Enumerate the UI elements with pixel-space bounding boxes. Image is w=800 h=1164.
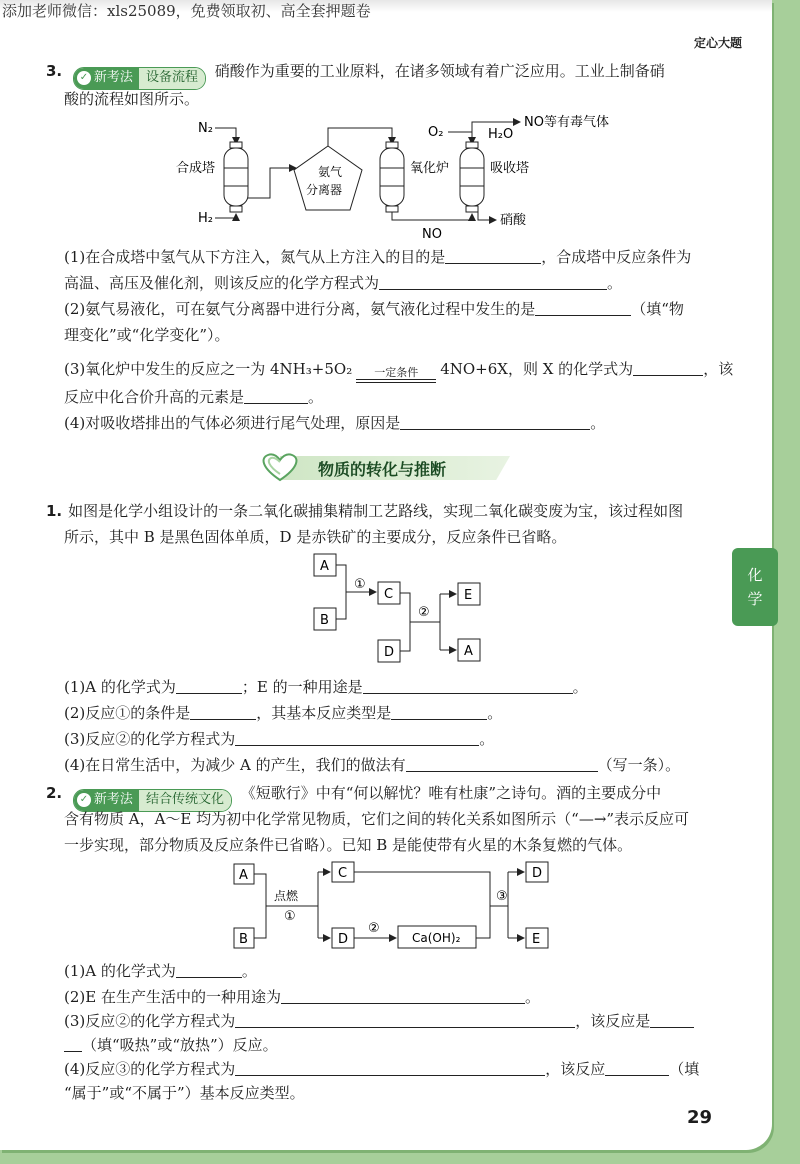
s2-part2: (2)E 在生产生活中的一种用途为 。 <box>64 988 540 1006</box>
q3-part1-line2: 高温、高压及催化剂，则该反应的化学方程式为 。 <box>64 274 623 292</box>
q3-stem-text1: 硝酸作为重要的工业原料，在诸多领域有着广泛应用。工业上制备硝 <box>214 62 665 80</box>
s2-reaction-3: ③ <box>496 889 508 904</box>
s1-part4: (4)在日常生活中，为减少 A 的产生，我们的做法有 （写一条）。 <box>64 756 681 774</box>
s2-node-e: E <box>532 932 541 947</box>
q3-process-diagram <box>160 108 640 248</box>
q3-furnace-label: 氧化炉 <box>410 161 450 176</box>
q3-nitric-acid-label: 硝酸 <box>500 213 527 228</box>
s1-node-e: E <box>464 588 473 603</box>
q3-o2-label: O₂ <box>428 125 444 140</box>
q3-part2-line1: (2)氨气易液化，可在氨气分离器中进行分离，氨气液化过程中发生的是 （填“物 <box>64 300 684 318</box>
s2-tag-new: 新考法 <box>93 792 133 807</box>
q3-separator-l1: 氨气 <box>318 165 343 179</box>
answer-blank[interactable] <box>605 1060 669 1076</box>
s2-node-d: D <box>338 932 349 947</box>
s1-node-b: B <box>320 613 329 628</box>
side-tab-char-2: 学 <box>747 590 763 608</box>
answer-blank[interactable] <box>190 704 256 720</box>
s2-number: 2. <box>46 784 63 802</box>
s2-node-d-product: D <box>532 866 543 881</box>
s1-node-a: A <box>320 559 329 574</box>
absorption-tower <box>460 142 484 212</box>
s2-node-caoh2: Ca(OH)₂ <box>412 931 461 945</box>
s2-part3-line1: (3)反应②的化学方程式为 ，该反应是 <box>64 1010 694 1032</box>
synthesis-tower <box>224 142 248 212</box>
s2-part1: (1)A 的化学式为 。 <box>64 962 257 980</box>
check-icon: ✓ <box>77 793 91 807</box>
q3-part3-line2: 反应中化合价升高的元素是 。 <box>64 388 324 406</box>
s2-node-c: C <box>338 866 348 881</box>
s2-conversion-diagram <box>228 856 588 952</box>
answer-blank[interactable] <box>445 248 541 264</box>
answer-blank[interactable] <box>391 704 487 720</box>
q3-part4-line: (4)对吸收塔排出的气体必须进行尾气处理，原因是 。 <box>64 414 606 432</box>
watermark-text: 添加老师微信：xls25089，免费领取初、高全套押题卷 <box>2 2 371 20</box>
answer-blank[interactable] <box>235 1012 575 1028</box>
q3-part3-line1: (3)氧化炉中发生的反应之一为 4NH₃+5O₂ 一定条件 4NO+6X，则 X 的化学式为 ，该 <box>64 358 733 383</box>
s2-tag-topic: 结合传统文化 <box>139 790 231 811</box>
s1-part1: (1)A 的化学式为 ；E 的一种用途是 。 <box>64 678 588 696</box>
q3-tag <box>73 67 206 90</box>
s2-part3-line2: （填“吸热”或“放热”）反应。 <box>64 1034 278 1056</box>
q3-separator-l2: 分离器 <box>306 183 343 197</box>
answer-blank[interactable] <box>535 300 631 316</box>
s2-reaction-2: ② <box>368 921 380 936</box>
s1-part2: (2)反应①的条件是 ，其基本反应类型是 。 <box>64 704 503 722</box>
s2-reaction-1: ① <box>284 909 296 924</box>
s2-node-b: B <box>239 932 248 947</box>
s1-reaction-1: ① <box>354 577 366 592</box>
answer-blank[interactable] <box>379 274 607 290</box>
s2-node-a: A <box>239 868 248 883</box>
s2-part4-line1: (4)反应③的化学方程式为 ，该反应 （填 <box>64 1060 700 1078</box>
check-icon: ✓ <box>77 71 91 85</box>
q3-tower1-label: 合成塔 <box>176 161 216 176</box>
s1-conversion-diagram <box>300 548 500 672</box>
s1-stem-line2: 所示，其中 B 是黑色固体单质，D 是赤铁矿的主要成分，反应条件已省略。 <box>64 528 567 546</box>
answer-blank[interactable] <box>633 360 703 376</box>
page-number: 29 <box>686 1107 712 1128</box>
q3-absorber-label: 吸收塔 <box>490 161 530 176</box>
oxidation-furnace <box>380 142 404 212</box>
answer-blank[interactable] <box>244 388 308 404</box>
q3-stem-line2: 酸的流程如图所示。 <box>64 90 200 108</box>
answer-blank[interactable] <box>235 1060 545 1076</box>
q3-h2o-label: H₂O <box>488 127 514 142</box>
section-banner <box>258 450 510 484</box>
answer-blank[interactable] <box>406 756 598 772</box>
q3-part1-line1: (1)在合成塔中氢气从下方注入，氮气从上方注入的目的是 ，合成塔中反应条件为 <box>64 248 692 266</box>
answer-blank[interactable] <box>64 1036 82 1052</box>
subject-tab-chemistry[interactable] <box>732 548 778 626</box>
s1-node-a-product: A <box>464 644 473 659</box>
answer-blank[interactable] <box>176 678 242 694</box>
s2-part4-line2: “属于”或“不属于”）基本反应类型。 <box>64 1084 305 1102</box>
s2-stem-line2: 含有物质 A，A～E 均为初中化学常见物质，它们之间的转化关系如图所示（“—→”表示反应可 <box>64 810 690 828</box>
reaction-arrow: 一定条件 <box>356 367 436 383</box>
s2-ignite-label: 点燃 <box>274 889 299 903</box>
corner-label: 定心大题 <box>693 36 742 50</box>
heart-icon <box>258 452 302 482</box>
answer-blank[interactable] <box>650 1012 694 1028</box>
answer-blank[interactable] <box>400 414 590 430</box>
q3-toxic-gas-label: NO等有毒气体 <box>524 115 609 130</box>
q3-tag-new: 新考法 <box>93 70 133 85</box>
answer-blank[interactable] <box>176 962 242 978</box>
answer-blank[interactable] <box>281 988 525 1004</box>
q3-n2-label: N₂ <box>198 121 213 136</box>
side-tab-char-1: 化 <box>747 566 763 584</box>
q3-h2-label: H₂ <box>198 211 213 226</box>
section-title: 物质的转化与推断 <box>318 460 447 479</box>
q3-part2-line2: 理变化”或“化学变化”）。 <box>64 326 230 344</box>
s1-stem-line1: 1. 如图是化学小组设计的一条二氧化碳捕集精制工艺路线，实现二氧化碳变废为宝，该过程如图 <box>46 502 684 520</box>
s2-stem-line3: 一步实现，部分物质及反应条件已省略）。已知 B 是能使带有火星的木条复燃的气体。 <box>64 836 633 854</box>
q3-no-label: NO <box>422 227 442 242</box>
s1-reaction-2: ② <box>418 605 430 620</box>
q3-tag-topic: 设备流程 <box>139 68 205 89</box>
s1-part3: (3)反应②的化学方程式为 。 <box>64 730 495 748</box>
s1-number: 1. <box>46 502 63 520</box>
q3-stem-line1 <box>46 60 665 90</box>
s2-stem-line1: 2. ✓ 新考法 结合传统文化 《短歌行》中有“何以解忧？唯有杜康”之诗句。酒的主要成分中 <box>46 782 661 812</box>
s1-node-c: C <box>384 587 394 602</box>
answer-blank[interactable] <box>235 730 479 746</box>
answer-blank[interactable] <box>363 678 573 694</box>
s1-node-d: D <box>384 645 395 660</box>
q3-number: 3. <box>46 62 63 80</box>
